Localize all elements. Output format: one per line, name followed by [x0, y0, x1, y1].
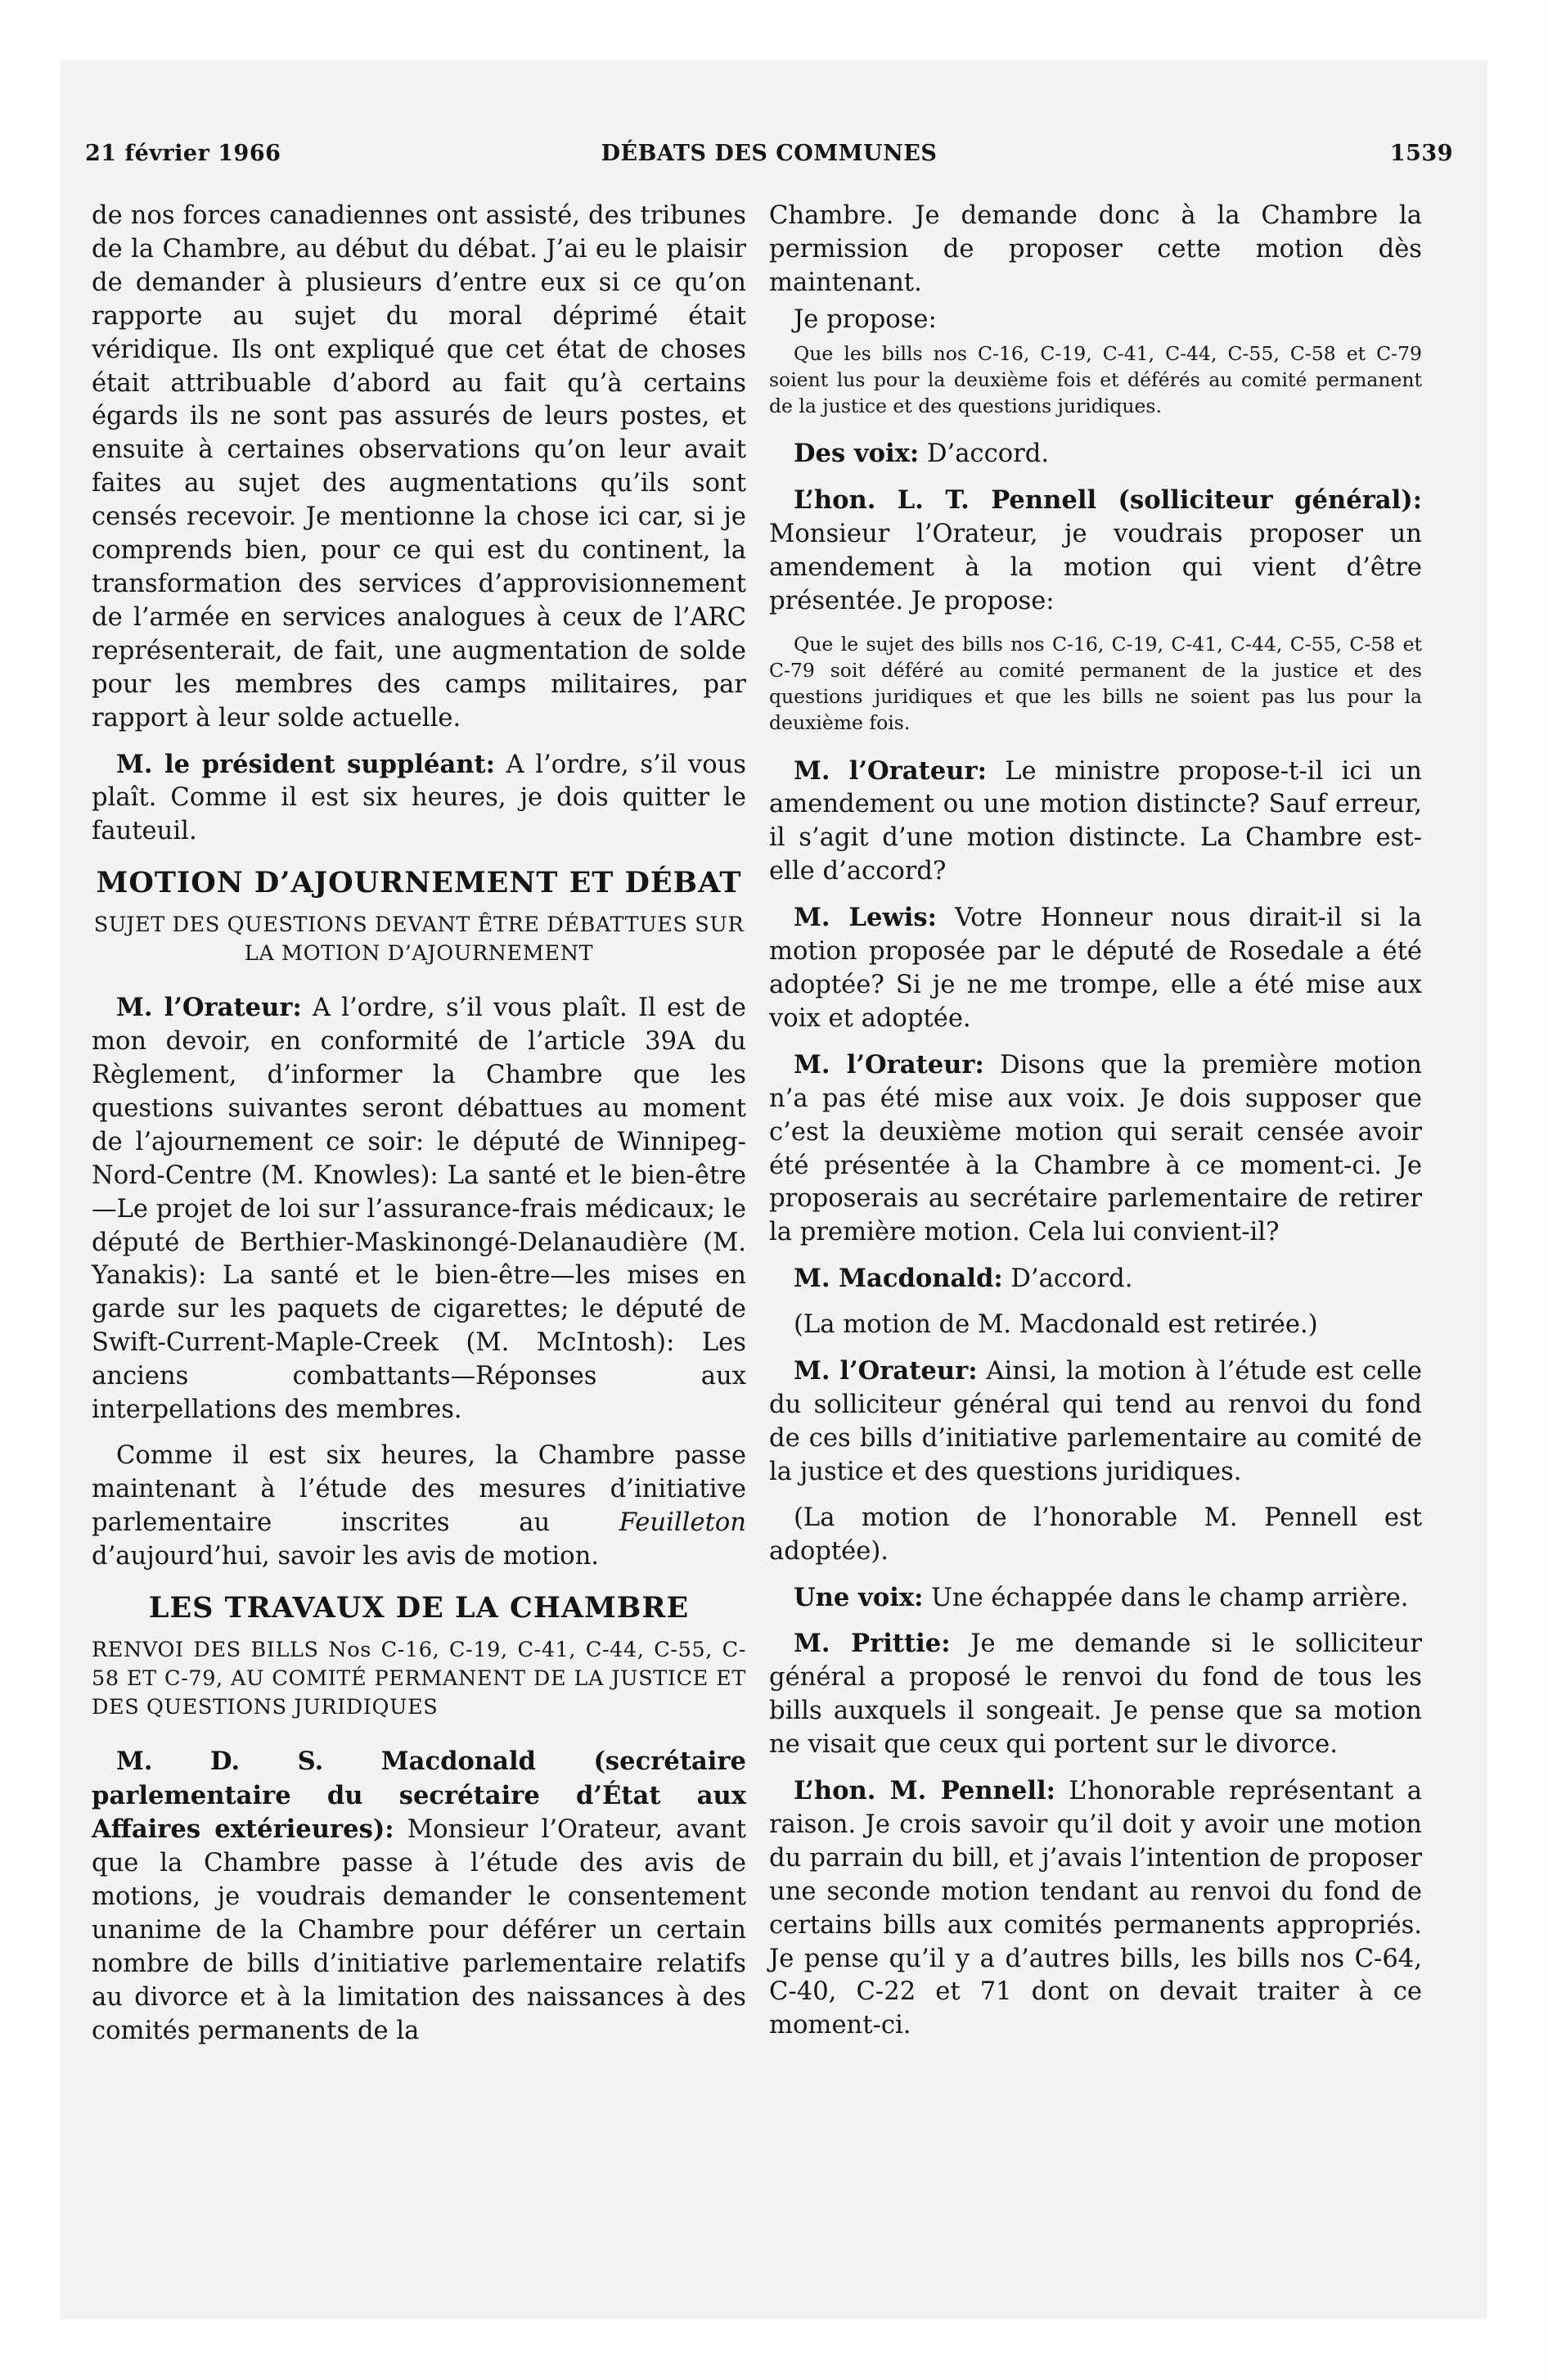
- paragraph: [769, 1355, 1422, 1490]
- speech-text: Une échappée dans le champ arrière.: [923, 1583, 1409, 1612]
- section-subheading: RENVOI DES BILLS Nos C-16, C-19, C-41, C-44, C-55, C-58 ET C-79, AU COMITÉ PERMANENT DE LA JUSTICE ET DES QUESTIONS JURIDIQUES: [92, 1637, 746, 1720]
- speech-text: Monsieur l’Orateur, je voudrais proposer un amendement à la motion qui vient d’être présentée. Je propose:: [769, 520, 1422, 615]
- speech-text: Votre Honneur nous dirait-il si la motion proposée par le député de Rosedale a été adoptée? Si je ne me trompe, elle a été mise aux voix et adoptée.: [769, 904, 1422, 1033]
- speech-text: D’accord.: [919, 439, 1050, 469]
- speech-text: Monsieur l’Orateur, avant que la Chambre passe à l’étude des avis de motions, je voudrais demander le consentement unanime de la Chambre pour déférer un certain nombre de bills d’initiative parlementaire relatifs au divorce et à la limitation des naissances à des comités permanents de la: [92, 1815, 746, 2045]
- paragraph: [769, 1262, 1422, 1296]
- speaker-name: M. le président suppléant:: [116, 749, 495, 779]
- speaker-name: L’hon. M. Pennell:: [794, 1776, 1055, 1806]
- motion-quote: Que le sujet des bills nos C-16, C-19, C-41, C-44, C-55, C-58 et C-79 soit déféré au comité permanent de la justice et des questions juridiques et que les bills ne soient pas lus pour la deuxième fois.: [769, 632, 1422, 735]
- speech-text: Je me demande si le solliciteur général a proposé le renvoi du fond de tous les bills auxquels il songeait. Je pense que sa motion ne visait que ceux qui portent sur le divorce.: [769, 1629, 1422, 1760]
- paragraph: [769, 1774, 1422, 2043]
- paragraph: (La motion de M. Macdonald est retirée.): [794, 1310, 1318, 1340]
- paragraph: de nos forces canadiennes ont assisté, des tribunes de la Chambre, au début du débat. J’ai eu le plaisir de demander à plusieurs d’entre eux si ce qu’on rapporte au sujet du moral déprimé était véridique. Ils ont expliqué que cet état de choses était attribuable d’abord au fait qu’à certains égards ils ne sont pas assurés de leurs postes, et ensuite à certaines observations qu’on leur avait faites au sujet des augmentations qu’ils sont censés recevoir. Je mentionne la chose ici car, si je comprends bien, pour ce qui est du continent, la transformation des services d’approvisionnement de l’armée en services analogues à ceux de l’ARC représenterait, de fait, une augmentation de solde pour les membres des camps militaires, par rapport à leur solde actuelle.: [92, 201, 746, 732]
- speech-text: A l’ordre, s’il vous plaît. Comme il est six heures, je dois quitter le fauteuil.: [92, 750, 747, 846]
- paragraph: (La motion de l’honorable M. Pennell est adoptée).: [769, 1503, 1422, 1566]
- paragraph: [769, 1581, 1422, 1616]
- paragraph: [769, 437, 1422, 471]
- section-heading: MOTION D’AJOURNEMENT ET DÉBAT: [96, 866, 742, 900]
- text-run: d’aujourd’hui, savoir les avis de motion.: [92, 1541, 600, 1571]
- speech-text: A l’ordre, s’il vous plaît. Il est de mon devoir, en conformité de l’article 39A du Règlement, d’informer la Chambre que les questions suivantes seront débattues au moment de l’ajournement ce soir: le député de Winnipeg-Nord-Centre (M. Knowles): La santé et le bien-être—Le projet de loi sur l’assurance-frais médicaux; le député de Berthier-Maskinongé-Delanaudière (M. Yanakis): La santé et le bien-être—les mises en garde sur les paquets de cigarettes; le député de Swift-Current-Maple-Creek (M. McIntosh): Les anciens combattants—Réponses aux interpellations des membres.: [92, 994, 746, 1425]
- page-header: [85, 141, 1453, 174]
- speech-text: Ainsi, la motion à l’étude est celle du solliciteur général qui tend au renvoi du fond de ces bills d’initiative parlementaire au comité de la justice et des questions juridiques.: [769, 1357, 1422, 1486]
- section-subheading: SUJET DES QUESTIONS DEVANT ÊTRE DÉBATTUES SUR LA MOTION D’AJOURNEMENT: [93, 913, 745, 967]
- speaker-name: M. l’Orateur:: [794, 1049, 984, 1080]
- motion-quote: Que les bills nos C-16, C-19, C-41, C-44, C-55, C-58 et C-79 soient lus pour la deuxième fois et déférés au comité permanent de la justice et des questions juridiques.: [769, 341, 1422, 418]
- paragraph: [769, 755, 1422, 890]
- speaker-name: M. D. S. Macdonald (secrétaire parlementaire du secrétaire d’État aux Affaires extérieures):: [92, 1746, 746, 1845]
- left-column: [92, 200, 746, 2061]
- speaker-name: M. l’Orateur:: [794, 1356, 978, 1386]
- speaker-name: M. Lewis:: [794, 903, 937, 933]
- header-date: 21 février 1966: [85, 141, 281, 166]
- speech-text: L’honorable représentant a raison. Je crois savoir qu’il doit y avoir une motion du parrain du bill, et j’avais l’intention de proposer une seconde motion tendant au renvoi du fond de certains bills aux comités permanents appropriés. Je pense qu’il y a d’autres bills, les bills nos C-64, C-40, C-22 et 71 dont on devait traiter à ce moment-ci.: [769, 1777, 1422, 2040]
- speech-text: D’accord.: [1002, 1264, 1133, 1294]
- speaker-name: Une voix:: [794, 1582, 924, 1612]
- speaker-name: M. l’Orateur:: [794, 755, 987, 786]
- paragraph: Chambre. Je demande donc à la Chambre la permission de proposer cette motion dès maintenant.: [769, 201, 1422, 297]
- paragraph: [92, 991, 746, 1427]
- paragraph: [769, 1048, 1422, 1250]
- speech-text: Disons que la première motion n’a pas été mise aux voix. Je dois supposer que c’est la deuxième motion qui serait censée avoir été présentée à la Chambre à ce moment-ci. Je proposerais au secrétaire parlementaire de retirer la première motion. Cela lui convient-il?: [769, 1050, 1422, 1247]
- paragraph: Je propose:: [794, 304, 937, 334]
- text-run: Comme il est six heures, la Chambre passe maintenant à l’étude des mesures d’initiative parlementaire inscrites au: [92, 1441, 746, 1537]
- header-title: DÉBATS DES COMMUNES: [601, 141, 938, 166]
- speaker-name: M. Prittie:: [794, 1629, 951, 1659]
- speech-text: Le ministre propose-t-il ici un amendement ou une motion distincte? Sauf erreur, il s’agit d’une motion distincte. La Chambre est-elle d’accord?: [769, 756, 1422, 886]
- right-column: [769, 200, 1422, 2055]
- speaker-name: M. l’Orateur:: [116, 993, 302, 1023]
- section-heading: LES TRAVAUX DE LA CHAMBRE: [148, 1590, 690, 1625]
- italic-text: Feuilleton: [619, 1508, 746, 1537]
- speaker-name: Des voix:: [794, 439, 920, 469]
- speaker-name: L’hon. L. T. Pennell (solliciteur général):: [794, 485, 1422, 516]
- paragraph: [769, 484, 1422, 619]
- paragraph: [769, 901, 1422, 1036]
- paragraph: [769, 1627, 1422, 1762]
- page-number: 1539: [1389, 141, 1453, 166]
- paragraph: [92, 748, 746, 850]
- speaker-name: M. Macdonald:: [794, 1264, 1003, 1294]
- paragraph: [92, 1745, 746, 2049]
- paragraph: [92, 1440, 746, 1574]
